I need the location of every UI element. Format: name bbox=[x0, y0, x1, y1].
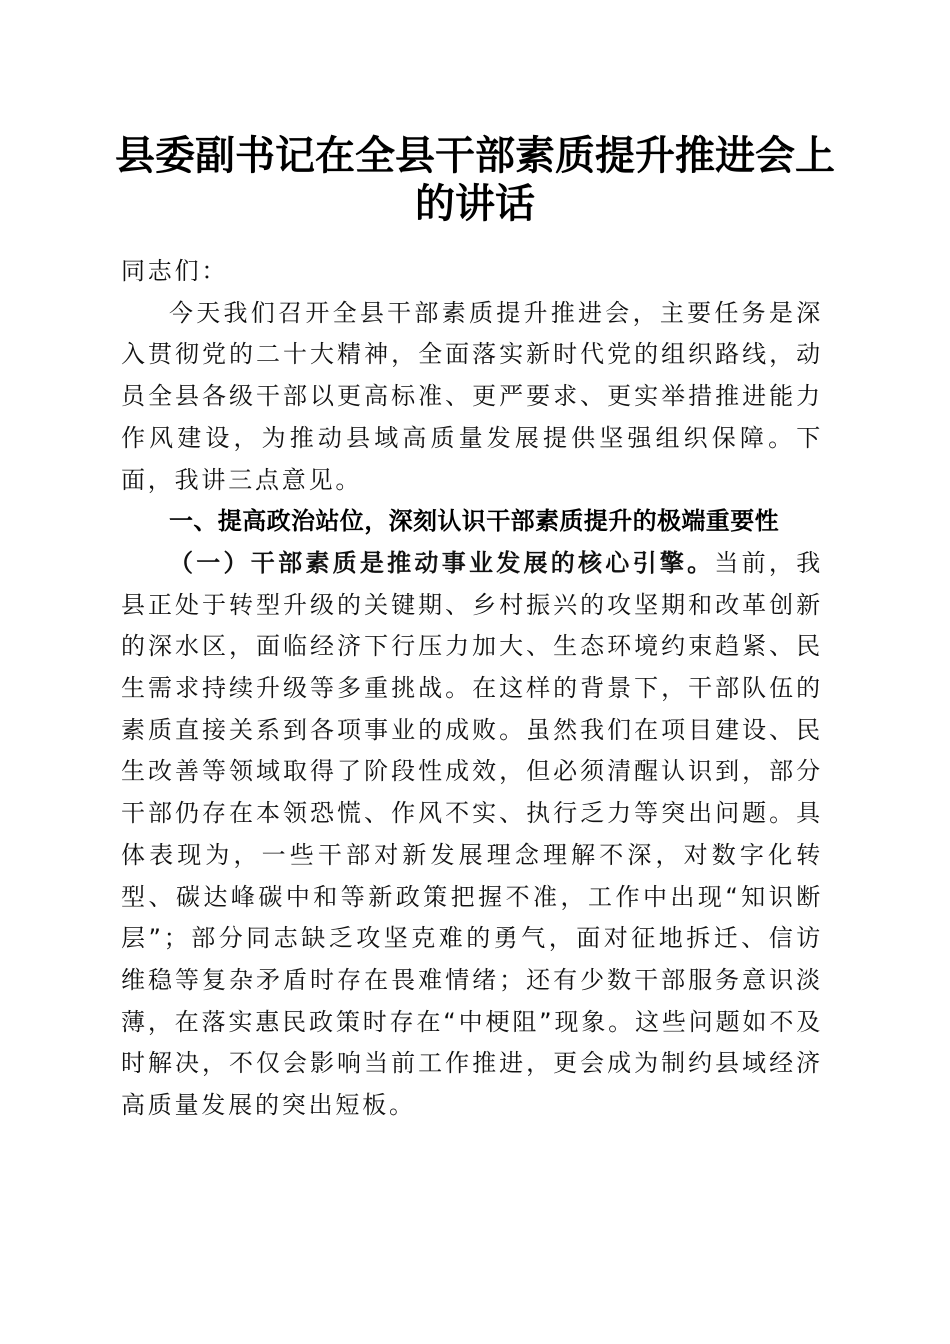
subsection-1-body: 当前，我县正处于转型升级的关键期、乡村振兴的攻坚期和改革创新的深水区，面临经济下行压力加大、生态环境约束趋紧、民生需求持续升级等多重挑战。在这样的背景下，干部队伍的素质直接关系到各项事业的成败。虽然我们在项目建设、民生改善等领域取得了阶段性成效，但必须清醒认识到，部分干部仍存在本领恐慌、作风不实、执行乏力等突出问题。具体表现为，一些干部对新发展理念理解不深，对数字化转型、碳达峰碳中和等新政策把握不准，工作中出现“知识断层”；部分同志缺乏攻坚克难的勇气，面对征地拆迁、信访维稳等复杂矛盾时存在畏难情绪；还有少数干部服务意识淡薄，在落实惠民政策时存在“中梗阻”现象。这些问题如不及时解决，不仅会影响当前工作推进，更会成为制约县域经济高质量发展的突出短板。 bbox=[121, 548, 823, 1120]
intro-paragraph: 今天我们召开全县干部素质提升推进会，主要任务是深入贯彻党的二十大精神，全面落实新时代党的组织路线，动员全县各级干部以更高标准、更严要求、更实举措推进能力作风建设，为推动县域高质量发展提供坚强组织保障。下面，我讲三点意见。 bbox=[121, 298, 823, 494]
document-title: 县委副书记在全县干部素质提升推进会上的讲话 bbox=[115, 132, 835, 227]
salutation: 同志们： bbox=[121, 257, 229, 285]
section-1-heading: 一、提高政治站位，深刻认识干部素质提升的极端重要性 bbox=[169, 507, 779, 536]
subsection-1-lead: （一）干部素质是推动事业发展的核心引擎。 bbox=[169, 548, 715, 577]
document-body bbox=[121, 251, 823, 1127]
subsection-1-paragraph bbox=[121, 543, 823, 1127]
